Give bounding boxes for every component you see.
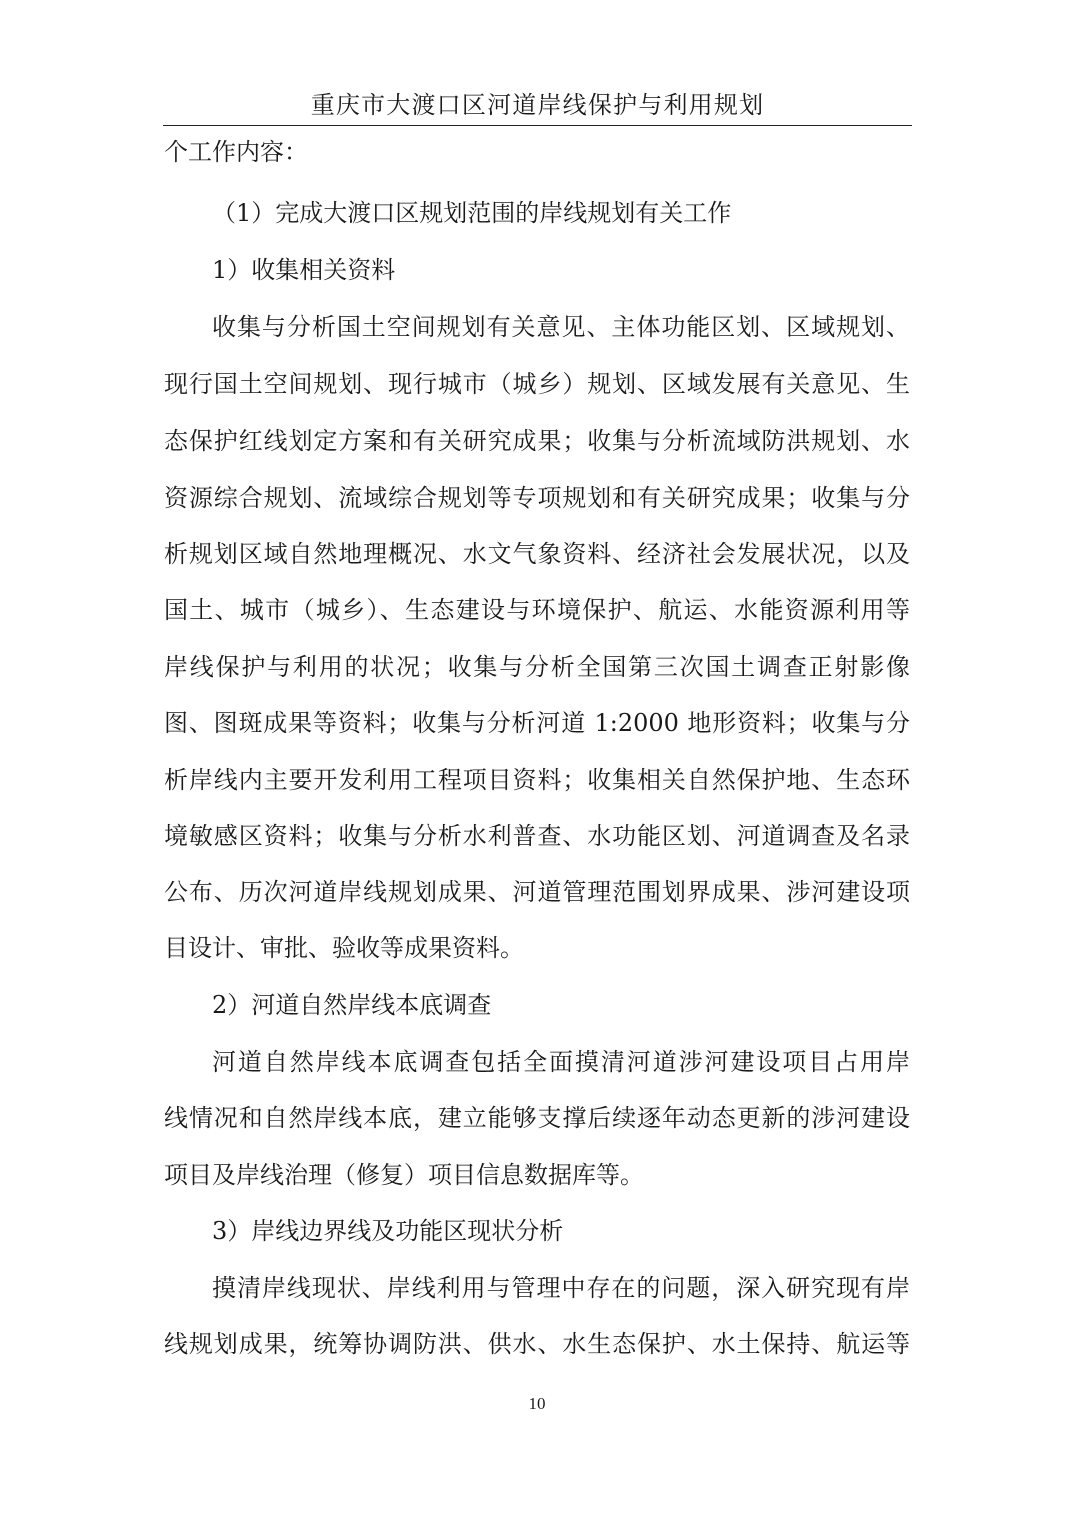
subsection-heading: 2）河道自然岸线本底调查	[212, 991, 492, 1019]
text-line: 项目及岸线治理（修复）项目信息数据库等。	[164, 1161, 644, 1189]
text-line: 析规划区域自然地理概况、水文气象资料、经济社会发展状况，以及	[164, 540, 910, 568]
text-line: 个工作内容：	[164, 138, 308, 166]
text-line: 公布、历次河道岸线规划成果、河道管理范围划界成果、涉河建设项	[164, 878, 910, 906]
text-line: 河道自然岸线本底调查包括全面摸清河道涉河建设项目占用岸	[212, 1048, 910, 1076]
text-line: 目设计、审批、验收等成果资料。	[164, 934, 524, 962]
subsection-heading: 3）岸线边界线及功能区现状分析	[212, 1217, 564, 1245]
text-line: 态保护红线划定方案和有关研究成果；收集与分析流域防洪规划、水	[164, 427, 910, 455]
text-line: 现行国土空间规划、现行城市（城乡）规划、区域发展有关意见、生	[164, 370, 910, 398]
text-line: 收集与分析国土空间规划有关意见、主体功能区划、区域规划、	[212, 313, 910, 341]
subsection-heading: 1）收集相关资料	[212, 256, 396, 284]
text-line: 图、图斑成果等资料；收集与分析河道 1:2000 地形资料；收集与分	[164, 709, 910, 737]
text-line: 国土、城市（城乡）、生态建设与环境保护、航运、水能资源利用等	[164, 596, 910, 624]
text-line: 境敏感区资料；收集与分析水利普查、水功能区划、河道调查及名录	[164, 822, 910, 850]
text-line: 岸线保护与利用的状况；收集与分析全国第三次国土调查正射影像	[164, 653, 910, 681]
section-heading: （1）完成大渡口区规划范围的岸线规划有关工作	[212, 199, 732, 227]
text-line: 资源综合规划、流域综合规划等专项规划和有关研究成果；收集与分	[164, 484, 910, 512]
page-header-title: 重庆市大渡口区河道岸线保护与利用规划	[310, 91, 765, 119]
text-line: 摸清岸线现状、岸线利用与管理中存在的问题，深入研究现有岸	[212, 1274, 910, 1302]
header-rule	[163, 125, 912, 126]
page-number: 10	[528, 1394, 546, 1413]
text-line: 线情况和自然岸线本底，建立能够支撑后续逐年动态更新的涉河建设	[164, 1104, 910, 1132]
text-line: 线规划成果，统筹协调防洪、供水、水生态保护、水土保持、航运等	[164, 1330, 910, 1358]
text-line: 析岸线内主要开发利用工程项目资料；收集相关自然保护地、生态环	[164, 766, 910, 794]
